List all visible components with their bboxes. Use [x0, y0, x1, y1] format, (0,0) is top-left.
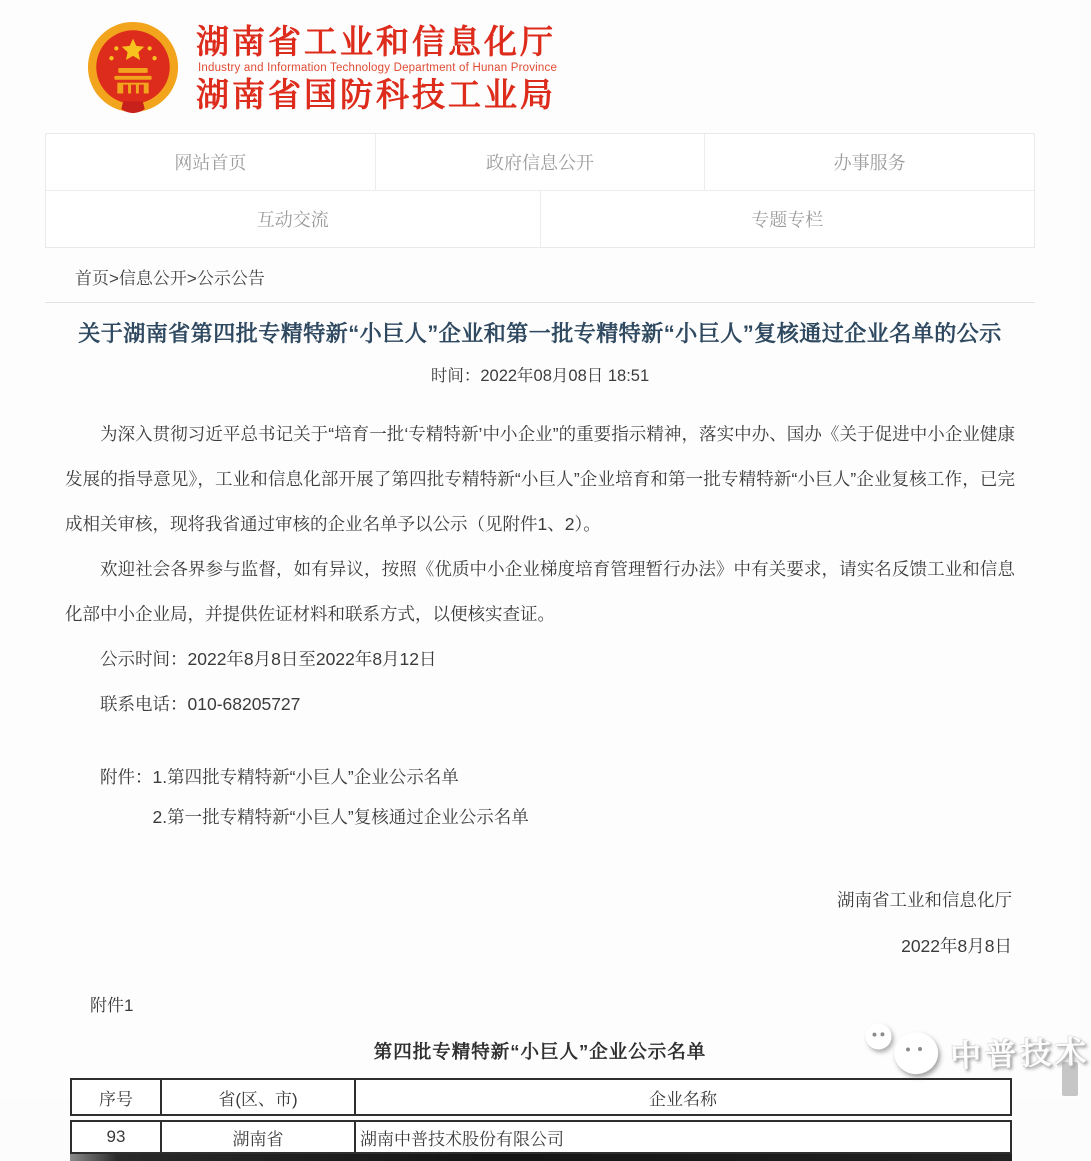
- signature-org: 湖南省工业和信息化厅: [837, 890, 1012, 910]
- org-name-cn-1: 湖南省工业和信息化厅: [196, 22, 556, 60]
- attachments-label: 附件：: [100, 767, 153, 787]
- publish-time: 时间：2022年08月08日 18:51: [430, 367, 650, 385]
- signature-block: [0, 877, 1012, 969]
- page-title: 关于湖南省第四批专精特新“小巨人”企业和第一批专精特新“小巨人”复核通过企业名单的公示: [78, 321, 1002, 346]
- paragraph-1: 为深入贯彻习近平总书记关于“培育一批‘专精特新’中小企业”的重要指示精神，落实中办、国办《关于促进中小企业健康发展的指导意见》，工业和信息化部开展了第四批专精特新“小巨人”企业培育和第一批专精特新“小巨人”企业复核工作，已完成相关审核，现将我省通过审核的企业名单予以公示（见附件1、2）。: [65, 424, 1015, 534]
- attachment-line-1: [65, 757, 1015, 797]
- national-emblem-icon: [84, 19, 182, 117]
- org-name-cn-2: 湖南省国防科技工业局: [196, 75, 556, 113]
- table-row: [70, 1120, 1012, 1154]
- attachment-line-2: [65, 797, 1015, 837]
- nav-item-gov-info[interactable]: 政府信息公开: [375, 134, 705, 190]
- col-header-index: 序号: [99, 1089, 133, 1109]
- org-name-en: Industry and Information Technology Department of Hunan Province: [198, 61, 558, 74]
- attachment-link-1[interactable]: 1.第四批专精特新“小巨人”企业公示名单: [152, 767, 459, 787]
- breadcrumb-bar: [45, 248, 1035, 303]
- signature-date: 2022年8月8日: [901, 936, 1012, 956]
- col-header-province: 省(区、市): [160, 1080, 354, 1114]
- site-header: [0, 0, 1080, 124]
- attachment-1-label: 附件1: [90, 996, 134, 1015]
- mascot-face-icon: [893, 1031, 938, 1075]
- main-nav: [45, 133, 1035, 248]
- nav-item-special-topics[interactable]: 专题专栏: [540, 191, 1035, 247]
- watermark-text: 中普技术: [949, 1034, 1091, 1074]
- contact-phone: 联系电话：010-68205727: [100, 694, 301, 714]
- nav-item-services[interactable]: 办事服务: [704, 134, 1034, 190]
- nav-row-1: [46, 134, 1034, 191]
- cell-index: 93: [106, 1127, 126, 1146]
- nav-item-interaction[interactable]: 互动交流: [256, 210, 329, 230]
- nav-item-home[interactable]: 网站首页: [174, 153, 247, 173]
- cell-company: 湖南中普技术股份有限公司: [354, 1122, 1010, 1152]
- article: [0, 319, 1080, 969]
- table-title: 第四批专精特新“小巨人”企业公示名单: [373, 1041, 707, 1062]
- table-header-row: [70, 1078, 1012, 1116]
- paragraph-2: 欢迎社会各界参与监督，如有异议，按照《优质中小企业梯度培育管理暂行办法》中有关要求，请实名反馈工业和信息化部中小企业局，并提供佐证材料和联系方式，以便核实查证。: [65, 559, 1015, 624]
- watermark: [865, 1016, 1091, 1079]
- mascot-balloon-icon: [865, 1023, 892, 1050]
- publish-window: 公示时间：2022年8月8日至2022年8月12日: [100, 649, 437, 669]
- nav-row-2: [46, 191, 1034, 247]
- breadcrumb[interactable]: 首页>信息公开>公示公告: [75, 269, 265, 288]
- org-names: [196, 23, 557, 114]
- company-table: [70, 1078, 1012, 1154]
- cell-province: 湖南省: [160, 1122, 354, 1152]
- attachments-list: [65, 757, 1015, 837]
- attachment-link-2[interactable]: 2.第一批专精特新“小巨人”复核通过企业公示名单: [152, 807, 529, 827]
- article-body: [65, 412, 1015, 727]
- cutoff-dark-bar: [70, 1154, 1012, 1161]
- col-header-company: 企业名称: [354, 1080, 1010, 1114]
